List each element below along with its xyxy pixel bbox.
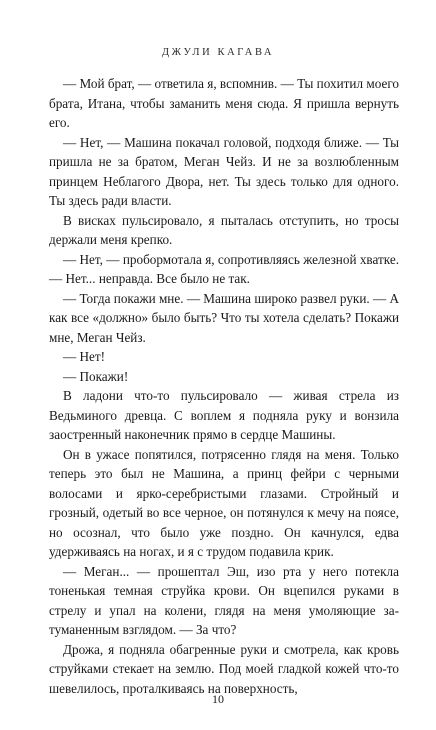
body-text — [49, 74, 399, 698]
page-number: 10 — [212, 692, 224, 706]
paragraph: Он в ужасе попятился, потрясенно глядя на меня. Только теперь это был не Машина, а принц фейри с черными волосами и ярко-серебристыми глазами. Стройный и грозный, одетый во все черное, он потянулся к мечу на поясе, но осознал, что было уже поздно. Он качнулся, едва удерживаясь на ногах, и я с трудом подавила крик. — [49, 446, 399, 559]
paragraph: — Нет! — [63, 349, 106, 364]
paragraph: В ладони что-то пульсировало — живая стрела из Ведьминого древца. С воплем я подняла руку и вонзила заостренный наконечник прямо в сердце Машины. — [49, 388, 399, 442]
paragraph: — Покажи! — [63, 368, 129, 384]
paragraph: В висках пульсировало, я пыталась отступить, но тросы держали меня крепко. — [49, 212, 399, 247]
paragraph: — Меган... — прошептал Эш, изо рта у него потекла тоненькая темная струйка крови. Он вцепился руками в стрелу и упал на колени, глядя на меня умоляющие затуманенным взглядом. — За что? — [49, 563, 399, 637]
paragraph: — Нет, — пробормотала я, сопротивляясь железной хватке. — Нет... неправда. Все было не так. — [49, 251, 399, 286]
paragraph: — Тогда покажи мне. — Машина широко развел руки. — А как все «должно» было быть? Что ты хотела сделать? Покажи мне, Меган Чейз. — [49, 290, 399, 345]
paragraph: Дрожа, я подняла обагренные руки и смотрела, как кровь струйками стекает на землю. Под моей гладкой кожей что-то шевелилось, проталкиваясь на поверхность, — [49, 641, 399, 696]
running-head-author: ДЖУЛИ КАГАВА — [161, 47, 275, 58]
paragraph: — Нет, — Машина покачал головой, подходя ближе. — Ты пришла не за братом, Меган Чейз. И не за возлюбленным принцем Неблагого Двора, нет. Ты здесь только для одного. Ты здесь ради власти. — [49, 134, 399, 208]
paragraph: — Мой брат, — ответила я, вспомнив. — Ты похитил моего брата, Итана, чтобы заманить меня сюда. Я пришла вернуть его. — [49, 76, 399, 130]
